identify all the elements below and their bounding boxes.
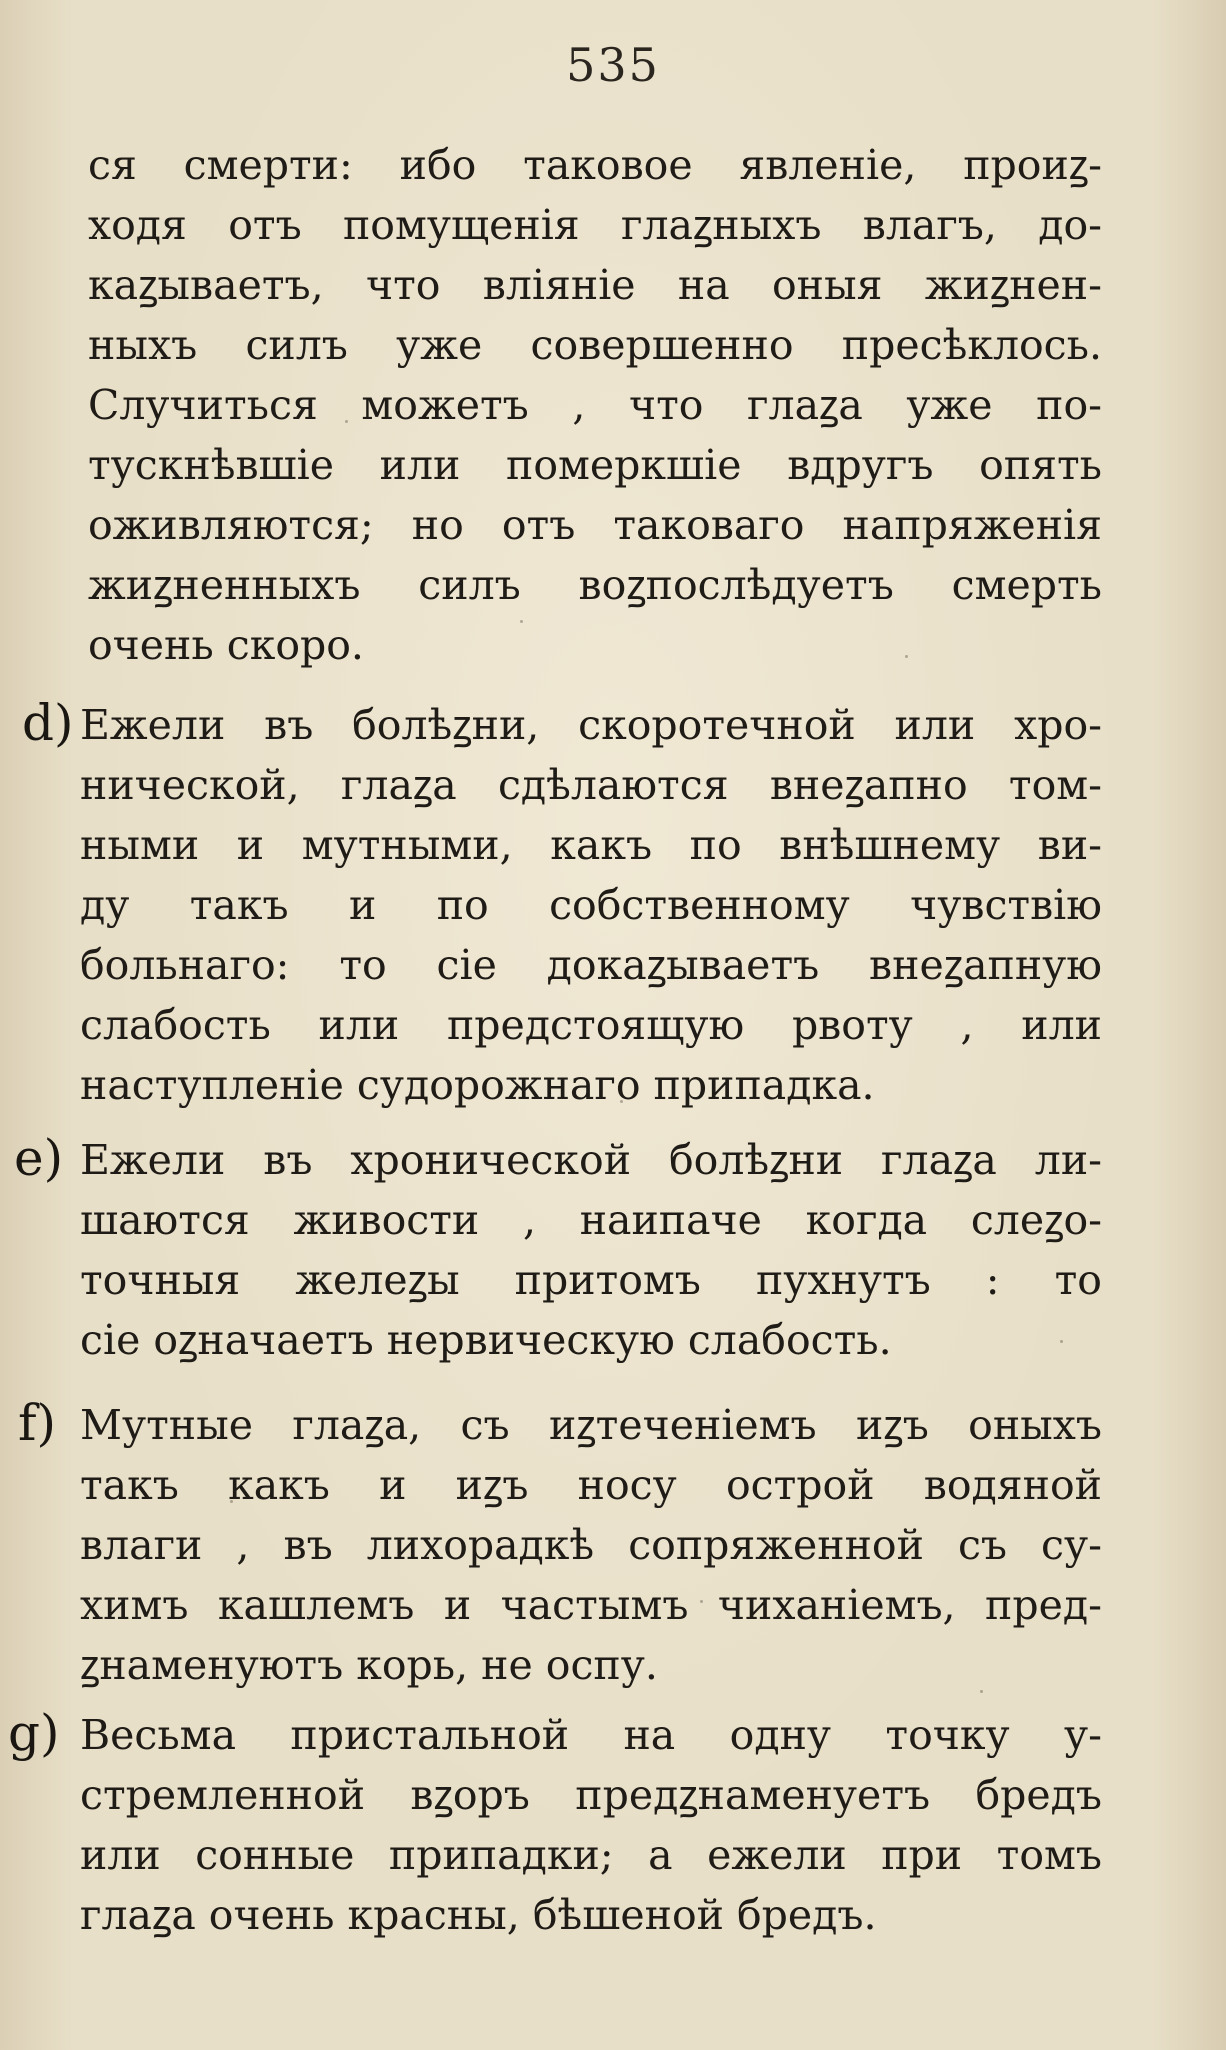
text-line: глаꙁа очень красны, бѣшеной бредъ. (80, 1891, 877, 1939)
text-line: Ежели въ хронической болѣꙁни глаꙁа ли- (80, 1136, 1102, 1184)
paper-speck (520, 620, 523, 623)
text-line: наступленіе судорожнаго припадка. (80, 1061, 875, 1109)
text-line: ныхъ силъ уже совершенно пресѣклось. (88, 321, 1102, 369)
text-line: влаги , въ лихорадкѣ сопряженной съ су- (80, 1521, 1102, 1569)
text-line: тускнѣвшіе или померкшіе вдругъ опять (88, 441, 1102, 489)
paper-speck (1060, 1340, 1063, 1343)
text-line: ными и мутными, какъ по внѣшнему ви- (80, 821, 1102, 869)
text-line: ду такъ и по собственному чувствію (80, 881, 1102, 929)
text-line: точныя желеꙁы притомъ пухнутъ : то (80, 1256, 1102, 1304)
paper-speck (620, 1100, 623, 1103)
text-line: Весьма пристальной на одну точку у- (80, 1711, 1102, 1759)
text-line: очень скоро. (88, 621, 364, 669)
item-marker: g) (8, 1704, 60, 1762)
text-line: ꙁнаменуютъ корь, не оспу. (80, 1641, 658, 1689)
paper-speck (700, 1600, 703, 1603)
text-line: стремленной вꙁоръ предꙁнаменуетъ бредъ (80, 1771, 1102, 1819)
paper-speck (860, 1020, 863, 1023)
text-line: или сонные припадки; а ежели при томъ (80, 1831, 1102, 1879)
text-line: химъ кашлемъ и частымъ чиханіемъ, пред- (80, 1581, 1102, 1629)
text-line: Случиться можетъ , что глаꙁа уже по- (88, 381, 1102, 429)
text-line: нической, глаꙁа сдѣлаются внеꙁапно том- (80, 761, 1102, 809)
text-line: Ежели въ болѣꙁни, скоротечной или хро- (80, 701, 1102, 749)
text-line: сіе оꙁначаетъ нервическую слабость. (80, 1316, 892, 1364)
item-marker: d) (22, 694, 74, 752)
item-marker: f) (18, 1394, 57, 1452)
text-line: больнаго: то сіе докаꙁываетъ внеꙁапную (80, 941, 1102, 989)
text-line: жиꙁненныхъ силъ воꙁпослѣдуетъ смерть (88, 561, 1102, 609)
text-line: такъ какъ и иꙁъ носу острой водяной (80, 1461, 1102, 1509)
paper-speck (905, 655, 908, 658)
text-line: шаются живости , наипаче когда слеꙁо- (80, 1196, 1102, 1244)
text-line: Мутные глаꙁа, съ иꙁтеченіемъ иꙁъ оныхъ (80, 1401, 1102, 1449)
text-line: ся смерти: ибо таковое явленіе, проиꙁ- (88, 141, 1102, 189)
text-line: каꙁываетъ, что вліяніе на оныя жиꙁнен- (88, 261, 1102, 309)
paper-speck (230, 1500, 233, 1503)
paper-speck (980, 1690, 983, 1693)
text-line: ходя отъ помущенія глаꙁныхъ влагъ, до- (88, 201, 1102, 249)
item-marker: e) (14, 1129, 64, 1187)
paper-speck (160, 585, 163, 588)
text-line: оживляются; но отъ таковаго напряженія (88, 501, 1102, 549)
page-number: 535 (566, 38, 660, 92)
paper-speck (345, 420, 348, 423)
text-line: слабость или предстоящую рвоту , или (80, 1001, 1102, 1049)
